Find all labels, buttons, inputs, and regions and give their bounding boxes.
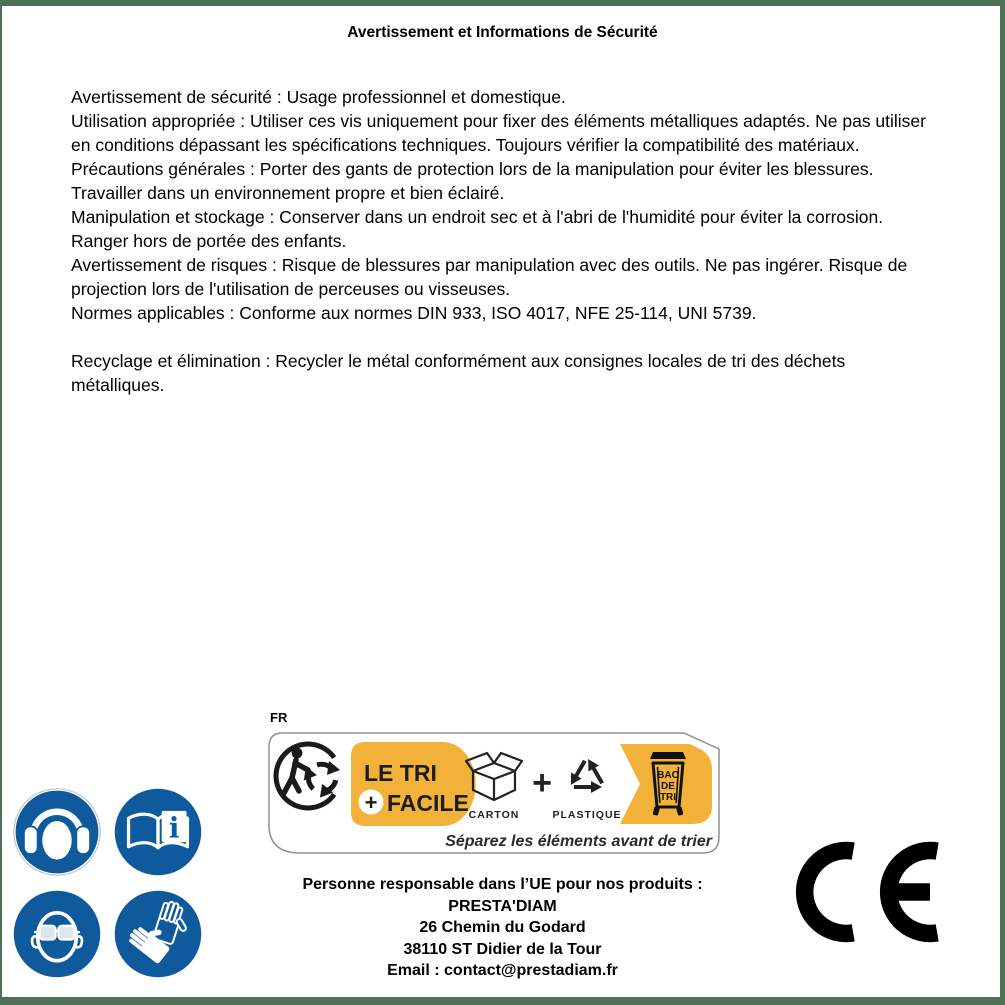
plus-icon: + bbox=[364, 790, 378, 815]
safety-text-block bbox=[71, 85, 937, 397]
company-city: 38110 ST Didier de la Tour bbox=[403, 940, 602, 958]
read-instruction-manual-icon bbox=[112, 786, 204, 878]
paragraph-safety-warning: Avertissement de sécurité : Usage professionnel et domestique. bbox=[71, 87, 566, 107]
company-street: 26 Chemin du Godard bbox=[419, 919, 586, 936]
paragraph-appropriate-use: Utilisation appropriée : Utiliser ces vis uniquement pour fixer des éléments métalliques adaptés. Ne pas utiliser en conditions dépassant les spécifications techniques. Toujours vérifier la compatibilité des matériaux. bbox=[71, 111, 926, 155]
page-title: Avertissement et Informations de Sécurité bbox=[347, 24, 658, 41]
paragraph-recycling: Recyclage et élimination : Recycler le métal conformément aux consignes locales de tri des déchets métalliques. bbox=[71, 351, 846, 395]
frame-border-top bbox=[0, 0, 1005, 6]
paragraph-risk-warning: Avertissement de risques : Risque de blessures par manipulation avec des outils. Ne pas ingérer. Risque de projection lors de l'utilisation de perceuses ou visseuses. bbox=[71, 255, 908, 299]
paragraph-handling-storage: Manipulation et stockage : Conserver dans un endroit sec et à l'abri de l'humidité pour éviter la corrosion. Ranger hors de portée des enfants. bbox=[71, 207, 884, 251]
bin-text-line3: TRI bbox=[659, 792, 677, 803]
material-label-plastique: PLASTIQUE bbox=[552, 809, 622, 821]
paragraph-general-precautions: Précautions générales : Porter des gants de protection lors de la manipulation pour éviter les blessures. Travailler dans un environnement propre et bien éclairé. bbox=[71, 159, 874, 203]
company-name: PRESTA'DIAM bbox=[448, 897, 557, 915]
tri-headline-top: LE TRI bbox=[364, 760, 437, 786]
tri-headline-bottom: FACILE bbox=[387, 790, 469, 816]
paragraph-standards: Normes applicables : Conforme aux normes DIN 933, ISO 4017, NFE 25-114, UNI 5739. bbox=[71, 303, 757, 323]
company-email: Email : contact@prestadiam.fr bbox=[387, 962, 618, 979]
frame-border-right bbox=[1000, 0, 1005, 1005]
ce-mark bbox=[795, 840, 945, 944]
responsible-intro-line: Personne responsable dans l’UE pour nos produits : bbox=[302, 876, 703, 893]
tri-instruction-text: Séparez les éléments avant de trier bbox=[445, 833, 712, 850]
wear-ear-protection-icon bbox=[11, 786, 103, 878]
frame-border-left bbox=[0, 0, 2, 1005]
tri-facile-label bbox=[266, 732, 722, 856]
bin-text-line1: BAC bbox=[657, 770, 679, 781]
info-i-glyph: i bbox=[168, 811, 180, 845]
frame-border-bottom bbox=[0, 997, 1005, 1005]
material-label-carton: CARTON bbox=[468, 809, 520, 821]
bin-text-line2: DE bbox=[661, 781, 675, 792]
plus-separator: + bbox=[532, 764, 552, 802]
country-code-label: FR bbox=[270, 710, 288, 725]
